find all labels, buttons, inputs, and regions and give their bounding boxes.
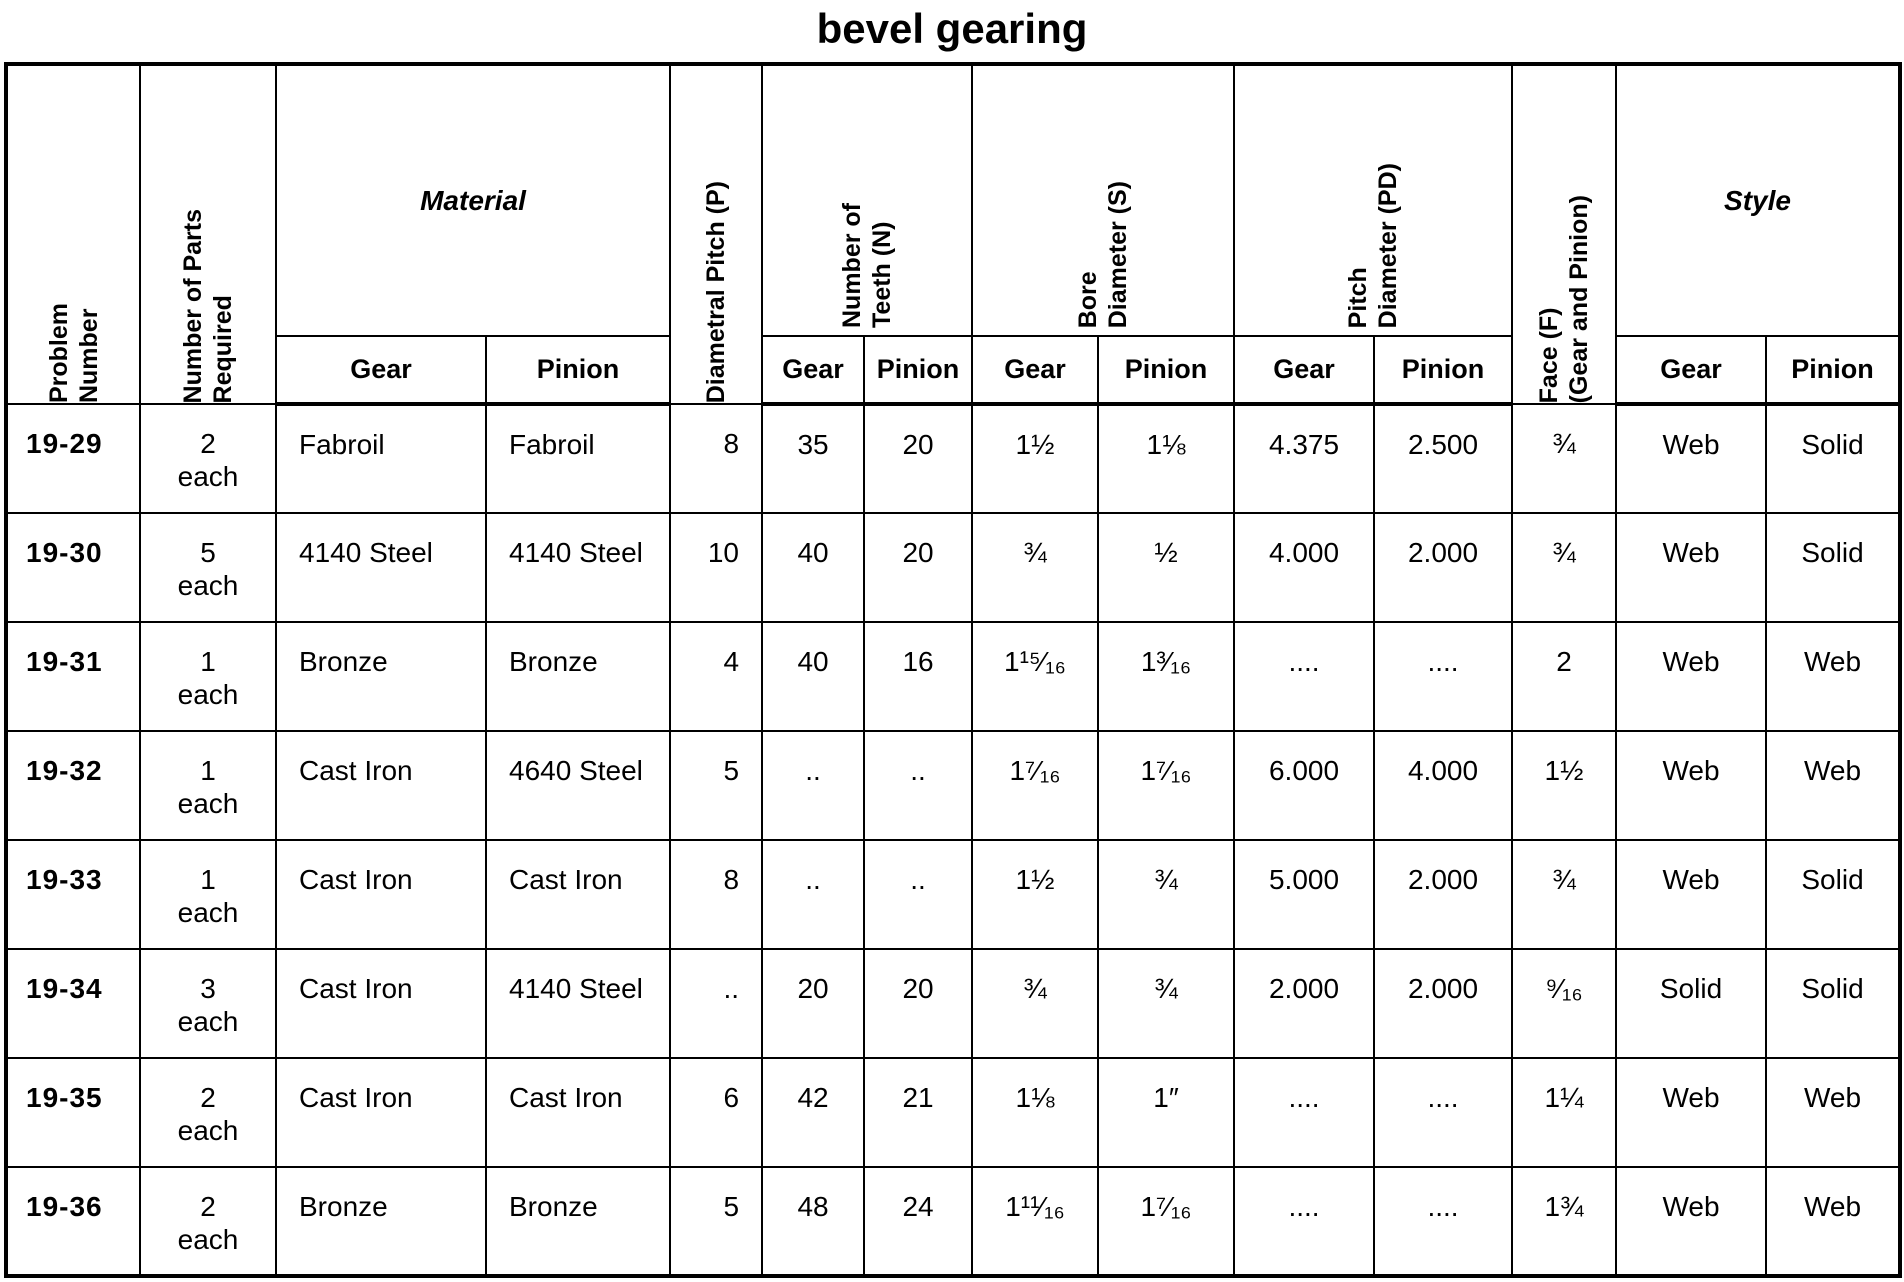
cell-bore-pinion: ½ [1098, 513, 1234, 622]
header-number-of-teeth-line2: Teeth (N) [868, 221, 897, 328]
cell-diametral-pitch: 8 [670, 404, 762, 513]
header-bore-gear: Gear [972, 336, 1098, 404]
cell-style-pinion: Solid [1766, 513, 1900, 622]
cell-face: ¾ [1512, 404, 1616, 513]
cell-material-pinion: Fabroil [486, 404, 670, 513]
cell-pd-pinion: 2.000 [1374, 840, 1512, 949]
header-problem-number-line2: Number [74, 308, 103, 403]
header-parts-required [140, 64, 276, 404]
cell-diametral-pitch: 10 [670, 513, 762, 622]
cell-parts-required [140, 731, 276, 840]
header-face [1512, 64, 1616, 404]
parts-unit: each [177, 679, 239, 710]
cell-face: 2 [1512, 622, 1616, 731]
parts-unit: each [177, 1006, 239, 1037]
table-body [6, 404, 1900, 1276]
cell-bore-pinion: 1⅛ [1098, 404, 1234, 513]
cell-pd-gear: 4.000 [1234, 513, 1374, 622]
cell-material-pinion: Cast Iron [486, 840, 670, 949]
cell-teeth-pinion: 20 [864, 513, 972, 622]
cell-style-gear: Web [1616, 622, 1766, 731]
cell-style-gear: Web [1616, 1058, 1766, 1167]
cell-bore-pinion: ¾ [1098, 840, 1234, 949]
cell-style-gear: Web [1616, 513, 1766, 622]
header-pd-pinion: Pinion [1374, 336, 1512, 404]
cell-parts-required [140, 949, 276, 1058]
cell-pd-gear: .... [1234, 1058, 1374, 1167]
cell-style-gear: Web [1616, 840, 1766, 949]
parts-count: 1 [200, 646, 216, 677]
cell-problem-number: 19-32 [6, 731, 140, 840]
cell-problem-number: 19-34 [6, 949, 140, 1058]
header-bore-diameter-line1: Bore [1074, 271, 1103, 328]
parts-count: 5 [200, 537, 216, 568]
cell-teeth-gear: 35 [762, 404, 864, 513]
table-row [6, 949, 1900, 1058]
cell-material-gear: Bronze [276, 622, 486, 731]
table-row [6, 622, 1900, 731]
cell-pd-pinion: 2.000 [1374, 949, 1512, 1058]
header-material-pinion: Pinion [486, 336, 670, 404]
cell-material-pinion: 4140 Steel [486, 949, 670, 1058]
header-problem-number-line1: Problem [44, 302, 73, 403]
cell-diametral-pitch: 6 [670, 1058, 762, 1167]
cell-style-pinion: Web [1766, 1058, 1900, 1167]
cell-material-pinion: 4640 Steel [486, 731, 670, 840]
cell-pd-gear: .... [1234, 622, 1374, 731]
parts-count: 1 [200, 864, 216, 895]
cell-material-gear: Cast Iron [276, 1058, 486, 1167]
cell-teeth-gear: .. [762, 840, 864, 949]
cell-style-gear: Web [1616, 1167, 1766, 1276]
cell-bore-gear: ¾ [972, 949, 1098, 1058]
cell-pd-gear: 2.000 [1234, 949, 1374, 1058]
cell-pd-pinion: .... [1374, 622, 1512, 731]
cell-bore-pinion: ¾ [1098, 949, 1234, 1058]
cell-material-pinion: Cast Iron [486, 1058, 670, 1167]
parts-unit: each [177, 1224, 239, 1255]
cell-material-pinion: Bronze [486, 1167, 670, 1276]
parts-count: 2 [200, 1191, 216, 1222]
cell-material-gear: 4140 Steel [276, 513, 486, 622]
cell-diametral-pitch: 8 [670, 840, 762, 949]
cell-bore-gear: 1⁷⁄₁₆ [972, 731, 1098, 840]
header-number-of-teeth [762, 64, 972, 336]
cell-bore-pinion: 1″ [1098, 1058, 1234, 1167]
cell-face: 1¾ [1512, 1167, 1616, 1276]
parts-unit: each [177, 788, 239, 819]
parts-count: 3 [200, 973, 216, 1004]
cell-material-gear: Cast Iron [276, 949, 486, 1058]
cell-material-pinion: 4140 Steel [486, 513, 670, 622]
cell-bore-pinion: 1⁷⁄₁₆ [1098, 1167, 1234, 1276]
cell-parts-required [140, 513, 276, 622]
header-bore-diameter [972, 64, 1234, 336]
cell-teeth-pinion: 20 [864, 404, 972, 513]
header-parts-required-line2: Required [209, 294, 237, 403]
cell-material-gear: Bronze [276, 1167, 486, 1276]
header-row-sub [6, 336, 1900, 404]
header-material: Material [276, 64, 670, 336]
header-number-of-teeth-line1: Number of [838, 203, 867, 328]
header-teeth-gear: Gear [762, 336, 864, 404]
header-style-pinion: Pinion [1766, 336, 1900, 404]
cell-teeth-pinion: 20 [864, 949, 972, 1058]
cell-problem-number: 19-30 [6, 513, 140, 622]
cell-style-pinion: Solid [1766, 840, 1900, 949]
cell-diametral-pitch: 5 [670, 1167, 762, 1276]
cell-teeth-gear: 40 [762, 622, 864, 731]
cell-pd-gear: .... [1234, 1167, 1374, 1276]
cell-teeth-pinion: 24 [864, 1167, 972, 1276]
cell-teeth-gear: 40 [762, 513, 864, 622]
parts-unit: each [177, 897, 239, 928]
cell-problem-number: 19-36 [6, 1167, 140, 1276]
cell-problem-number: 19-29 [6, 404, 140, 513]
cell-bore-gear: 1½ [972, 404, 1098, 513]
cell-teeth-gear: 42 [762, 1058, 864, 1167]
cell-problem-number: 19-35 [6, 1058, 140, 1167]
header-problem-number [6, 64, 140, 404]
cell-style-pinion: Solid [1766, 949, 1900, 1058]
cell-face: ¾ [1512, 513, 1616, 622]
header-bore-pinion: Pinion [1098, 336, 1234, 404]
cell-teeth-gear: 20 [762, 949, 864, 1058]
cell-material-gear: Cast Iron [276, 840, 486, 949]
table-row [6, 731, 1900, 840]
header-teeth-pinion: Pinion [864, 336, 972, 404]
cell-bore-pinion: 1⁷⁄₁₆ [1098, 731, 1234, 840]
parts-count: 2 [200, 428, 216, 459]
header-pitch-diameter-line2: Diameter (PD) [1374, 162, 1403, 328]
cell-style-pinion: Solid [1766, 404, 1900, 513]
header-pd-gear: Gear [1234, 336, 1374, 404]
cell-teeth-gear: 48 [762, 1167, 864, 1276]
cell-bore-gear: 1¹¹⁄₁₆ [972, 1167, 1098, 1276]
cell-style-gear: Web [1616, 404, 1766, 513]
header-face-line1: Face (F) [1535, 307, 1564, 403]
cell-parts-required [140, 1167, 276, 1276]
bevel-gearing-table [4, 62, 1902, 1278]
cell-pd-pinion: .... [1374, 1167, 1512, 1276]
cell-parts-required [140, 404, 276, 513]
cell-diametral-pitch: 4 [670, 622, 762, 731]
header-style: Style [1616, 64, 1900, 336]
cell-style-pinion: Web [1766, 731, 1900, 840]
cell-diametral-pitch: 5 [670, 731, 762, 840]
cell-problem-number: 19-33 [6, 840, 140, 949]
table-row [6, 513, 1900, 622]
table-row [6, 404, 1900, 513]
cell-style-gear: Web [1616, 731, 1766, 840]
cell-bore-gear: 1½ [972, 840, 1098, 949]
cell-bore-gear: 1¹⁵⁄₁₆ [972, 622, 1098, 731]
header-material-gear: Gear [276, 336, 486, 404]
cell-parts-required [140, 622, 276, 731]
cell-problem-number: 19-31 [6, 622, 140, 731]
cell-material-gear: Cast Iron [276, 731, 486, 840]
cell-style-pinion: Web [1766, 1167, 1900, 1276]
parts-count: 2 [200, 1082, 216, 1113]
cell-pd-gear: 5.000 [1234, 840, 1374, 949]
cell-diametral-pitch: .. [670, 949, 762, 1058]
cell-teeth-pinion: 16 [864, 622, 972, 731]
table-row [6, 1058, 1900, 1167]
header-diametral-pitch [670, 64, 762, 404]
header-diametral-pitch-text: Diametral Pitch (P) [702, 180, 731, 403]
parts-count: 1 [200, 755, 216, 786]
cell-pd-gear: 4.375 [1234, 404, 1374, 513]
header-parts-required-line1: Number of Parts [179, 208, 207, 403]
parts-unit: each [177, 1115, 239, 1146]
cell-face: ¾ [1512, 840, 1616, 949]
cell-parts-required [140, 840, 276, 949]
cell-material-gear: Fabroil [276, 404, 486, 513]
cell-pd-gear: 6.000 [1234, 731, 1374, 840]
cell-style-pinion: Web [1766, 622, 1900, 731]
header-pitch-diameter-line1: Pitch [1344, 266, 1373, 328]
cell-parts-required [140, 1058, 276, 1167]
cell-face: 1¼ [1512, 1058, 1616, 1167]
page-title: bevel gearing [816, 5, 1088, 52]
cell-face: ⁹⁄₁₆ [1512, 949, 1616, 1058]
cell-material-pinion: Bronze [486, 622, 670, 731]
parts-unit: each [177, 570, 239, 601]
cell-bore-gear: 1⅛ [972, 1058, 1098, 1167]
parts-unit: each [177, 461, 239, 492]
cell-style-gear: Solid [1616, 949, 1766, 1058]
header-pitch-diameter [1234, 64, 1512, 336]
cell-teeth-pinion: .. [864, 731, 972, 840]
cell-teeth-pinion: 21 [864, 1058, 972, 1167]
cell-pd-pinion: .... [1374, 1058, 1512, 1167]
cell-teeth-pinion: .. [864, 840, 972, 949]
header-bore-diameter-line2: Diameter (S) [1104, 180, 1133, 328]
header-face-line2: (Gear and Pinion) [1565, 194, 1594, 403]
cell-bore-pinion: 1³⁄₁₆ [1098, 622, 1234, 731]
cell-pd-pinion: 2.000 [1374, 513, 1512, 622]
table-row [6, 1167, 1900, 1276]
cell-pd-pinion: 2.500 [1374, 404, 1512, 513]
cell-teeth-gear: .. [762, 731, 864, 840]
cell-face: 1½ [1512, 731, 1616, 840]
header-row-top [6, 64, 1900, 336]
header-style-gear: Gear [1616, 336, 1766, 404]
cell-bore-gear: ¾ [972, 513, 1098, 622]
cell-pd-pinion: 4.000 [1374, 731, 1512, 840]
table-row [6, 840, 1900, 949]
